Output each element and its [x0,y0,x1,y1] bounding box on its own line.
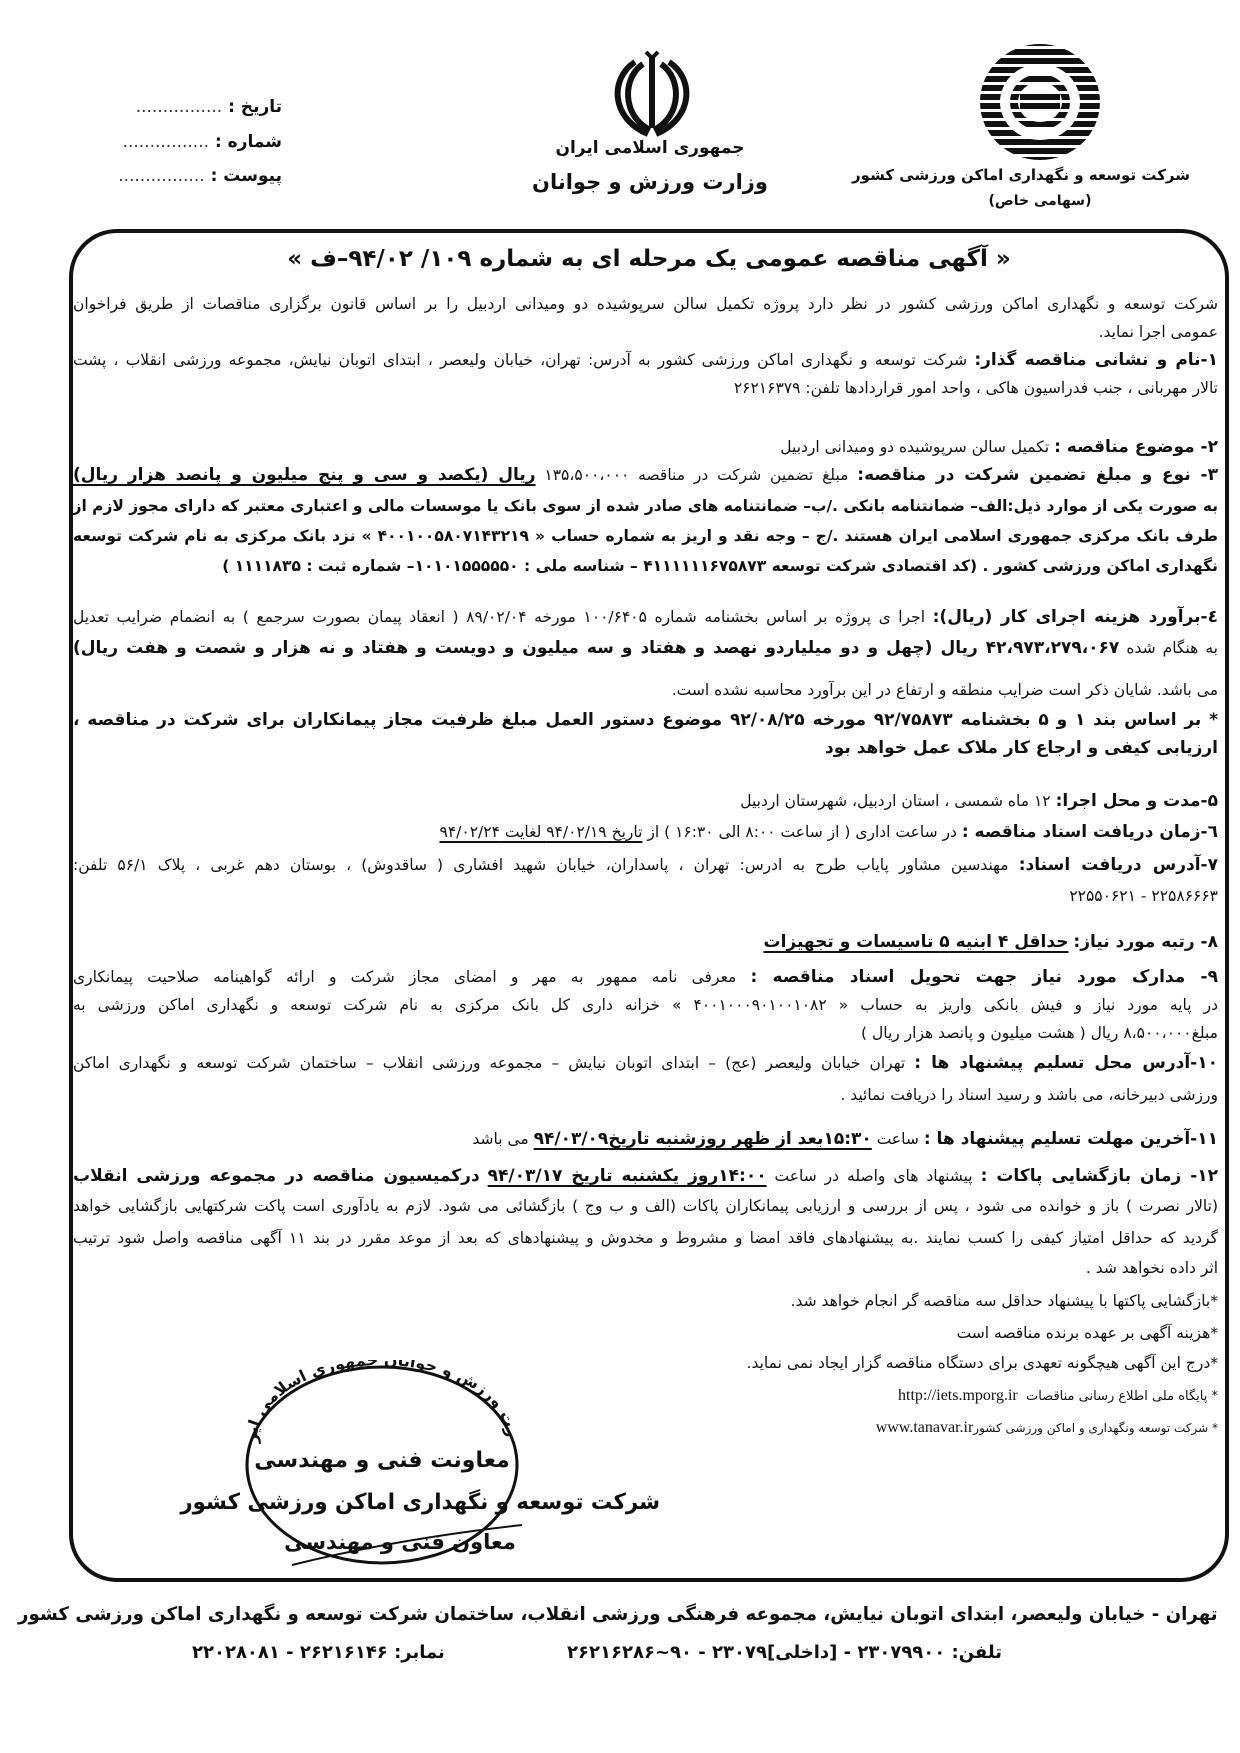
tender-portal-link[interactable]: http://iets.mporg.ir [898,1387,1018,1404]
item-4-cont [73,635,1218,661]
number-value-dots: ................ [122,132,210,152]
item-8 [73,929,1218,955]
date-label: تاریخ : [228,97,282,117]
item-12 [73,1163,1218,1189]
tender-portal-link-row [658,1383,1218,1409]
item-label: ٦-زمان دریافت اسناد مناقصه : [961,822,1218,842]
link-label: * شرکت توسعه ونگهداری و اماکن ورزشی کشور [973,1421,1218,1435]
item-text: ساعت [876,1130,919,1148]
item-label: ۸- رتبه مورد نیاز: [1073,932,1218,952]
number-label: شماره : [214,132,282,152]
ministry-name: وزارت ورزش و جوانان [532,170,768,194]
item-1 [73,347,1218,373]
item-label: ۵-مدت و محل اجرا: [1055,791,1218,811]
item-7 [73,852,1218,878]
item-label: ۱۰-آدرس محل تسلیم پیشنهاد ها : [914,1053,1218,1073]
item-label: ۳- نوع و مبلغ تضمین شرکت در مناقصه: [857,465,1218,485]
stamp-center-text: معاونت فنی و مهندسی [254,1448,510,1473]
attachment-value-dots: ................ [118,166,205,186]
item-3 [73,462,1218,488]
signature-title: معاون فنی و مهندسی [284,1530,516,1554]
item-label: ۷-آدرس دریافت اسناد: [1018,855,1218,875]
star-note: * بر اساس بند ۱ و ۵ بخشنامه ۹۲/۷۵۸۷۳ مورخه ۹۲/۰۸/۲۵ موضوع دستور العمل مبلغ ظرفیت مجاز پیمانکاران برای شرکت در مناقصه ، [73,710,1219,730]
item-text: تکمیل سالن سرپوشیده دو ومیدانی اردبیل [780,438,1050,456]
estimate-amount: ۴۲،۹۷۳،۲۷۹،۰۶۷ ریال (چهل و دو میلیاردو نهصد و هفتاد و سه میلیون و دویست و هفتاد و نه هزار و شصت و هفت ریال) [73,638,1120,658]
footer-address: تهران - خیابان ولیعصر، ابتدای اتوبان نیایش، مجموعه فرهنگی ورزشی انقلاب، ساختمان شرکت توسعه و نگهداری اماکن ورزشی کشور [18,1604,1218,1625]
opening-datetime: ۱۴:۰۰روز یکشنبه تاریخ ۹۴/۰۳/۱۷ [487,1166,767,1186]
intro-line: عمومی اجرا نماید. [1098,323,1218,341]
item-1-cont: تالار مهربانی ، جنب فدراسیون هاکی ، واحد امور قراردادها تلفن: ۲۶۲۱۶۳۷۹ [733,379,1218,397]
notice-title: « آگهی مناقصه عمومی یک مرحله ای به شماره ۱۰۹/ ۹۴/۰۲–ف » [287,246,1011,272]
item-text: اجرا ی پروژه بر اساس بخشنامه شماره ۱۰۰/۶۴۰۵ مورخه ۸۹/۰۲/۰۴ ( انعقاد پیمان بصورت سرجمع ) به انضمام ضرایب تعدیل [73,608,926,626]
intro-line: شرکت توسعه و نگهداری اماکن ورزشی کشور در نظر دارد پروژه تکمیل سالن سرپوشیده دو ومیدانی اردبیل را بر اساس قانون برگزاری مناقصات از طریق فراخوان [73,295,1218,313]
item-text: به هنگام شده [1126,639,1218,657]
item-label: ۲- موضوع مناقصه : [1054,437,1218,457]
item-7-phones: ۲۲۵۸۶۶۶۳ - ۲۲۵۵۰۶۲۱ [1069,887,1218,905]
item-10-cont: ورزشی دبیرخانه، می باشد و رسید اسناد را دریافت نمائید . [840,1086,1218,1104]
item-10 [73,1050,1218,1076]
item-label: ۱۲- زمان بازگشایی پاکات : [980,1166,1219,1186]
item-12-cont: (تالار نصرت ) باز و خوانده می شود ، پس از بررسی و ارزیابی پیمانکاران پاکات (الف و ب وج ) بازگشائی می شود. لازم به یادآوری است پاکت شرکتهایی بازگشایی خواهد [73,1197,1218,1215]
company-type: (سهامی خاص) [988,193,1092,209]
item-4 [73,604,1218,630]
item-text: درکمیسیون مناقصه در مجموعه ورزشی انقلاب [73,1166,480,1186]
note-item: *درج این آگهی هیچگونه تعهدی برای دستگاه مناقصه گزار ایجاد نمی نماید. [746,1354,1218,1372]
item-12-cont: اثر داده نخواهد شد . [1085,1259,1218,1277]
date-value-dots: ................ [135,97,223,117]
note-item: *هزینه آگهی بر عهده برنده مناقصه است [956,1324,1218,1342]
stamp-ring-text: رت ورزش و جوانا مهوری اسلامی ایر [241,1360,522,1444]
signature-org: شرکت توسعه و نگهداری اماکن ورزشی کشور [180,1490,660,1515]
required-grade: حداقل ۴ ابنیه ۵ تاسیسات و تجهیزات [763,932,1069,952]
item-text: شرکت توسعه و نگهداری اماکن ورزشی کشور به آدرس: تهران، خیابان ولیعصر ، ابتدای اتوبان نیایش، مجموعه ورزشی انقلاب ، پشت [73,351,968,369]
item-3-cont: به صورت یکی از موارد ذیل:الف– ضمانتنامه بانکی ./ب– ضمانتنامه های صادر شده از سوی بانک یا موسسات مالی و اعتباری معتبر که دارای مجوز لازم از [72,497,1219,515]
company-name: شرکت توسعه و نگهداری اماکن ورزشی کشور [852,166,1190,184]
item-3-cont: طرف بانک مرکزی جمهوری اسلامی ایران هستند ./ج – وجه نقد و اریز به شماره حساب « ۴۰۰۱۰۰۵۸۰۷۱۴۳۲۱۹ » نزد بانک مرکزی به نام شرکت توسعه [73,527,1218,545]
attachment-label: پیوست : [210,166,282,186]
item-label: ٤-برآورد هزینه اجرای کار (ریال): [932,607,1218,627]
item-text: در ساعت اداری ( از ساعت ۸:۰۰ الی ۱۶:۳۰ ) از [647,823,957,841]
company-logo [975,40,1105,165]
item-12-cont: گردید که حداقل امتیاز کیفی را کسب نمایند .به پیشنهادهای فاقد امضا و مشروط و مخدوش و پیشنهادهای که بعد از موعد مقرر در بند ۱۱ آگهی مناقصه واصل شود ترتیب [73,1229,1218,1247]
submission-deadline: ۱۵:۳۰بعد از ظهر روزشنبه تاریخ۹۴/۰۳/۰۹ [533,1129,872,1149]
item-11 [73,1126,1218,1152]
iran-emblem-icon [610,48,695,138]
item-text: مهندسین مشاور پایاب طرح به ادرس: تهران ، پاسداران، خیابان شهید افشاری ( ساقدوش) ، بوستان دهم غربی ، پلاک ۵۶/۱ تلفن: [73,856,1009,874]
item-4-cont: می باشد. شایان ذکر است ضرایب منطقه و ارتفاع در این برآورد محاسبه نشده است. [671,681,1218,699]
company-site-link-row [658,1415,1218,1441]
item-5 [73,788,1218,814]
item-text: پیشنهاد های واصله در ساعت [774,1167,973,1185]
item-text: ۱۲ ماه شمسی ، استان اردبیل، شهرستان اردبیل [740,792,1051,810]
star-note-cont: ارزیابی کیفی و ارجاع کار ملاک عمل خواهد بود [825,738,1218,758]
footer-fax: نمابر: ۲۶۲۱۶۱۴۶ - ۲۲۰۲۸۰۸۱ [192,1642,445,1663]
item-9-cont: مبلغ۸،۵۰۰،۰۰۰ ریال ( هشت میلیون و پانصد هزار ریال ) [860,1024,1218,1042]
note-item: *بازگشایی پاکتها با پیشنهاد حداقل سه مناقصه گر انجام خواهد شد. [790,1292,1218,1310]
document-dates: تاریخ ۹۴/۰۲/۱۹ لغایت ۹۴/۰۲/۲۴ [439,823,643,841]
number-field [82,132,282,152]
item-text: تهران خیابان ولیعصر (عج) – ابتدای اتوبان نیایش – مجموعه ورزشی انقلاب – ساختمان شرکت توسعه و نگهداری اماکن [73,1054,906,1072]
item-label: ۱-نام و نشانی مناقصه گذار: [974,350,1218,370]
item-label: ۹- مدارک مورد نیاز جهت تحویل اسناد مناقصه : [750,967,1218,987]
item-text: مبلغ تضمین شرکت در مناقصه ۱۳۵،۵۰۰،۰۰۰ [544,466,849,484]
item-9-cont: در پایه مورد نیاز و فیش بانکی واریز به حساب « ۴۰۰۱۰۰۰۹۰۱۰۰۱۰۸۲ » خزانه داری کل بانک مرکزی به نام شرکت توسعه و نگهداری اماکن ورزشی به [73,996,1219,1014]
guarantee-amount: ریال (یکصد و سی و پنج میلیون و پانصد هزار ریال) [73,465,536,485]
item-text: می باشد [472,1130,529,1148]
concentric-stripes-logo-icon [975,40,1105,165]
country-name: جمهوری اسلامی ایران [555,138,745,158]
item-9 [73,964,1218,990]
svg-text:وزارت ورزش و جوانان جمهوری اسل [232,1360,522,1444]
footer-phone: تلفن: ۲۳۰۷۹۹۰۰ - [داخلی]۲۳۰۷۹ - ۹۰~۲۶۲۱۶۲۸۶ [567,1642,1002,1663]
date-field [82,97,282,117]
attachment-field [82,166,282,186]
link-label: * پایگاه ملی اطلاع رسانی مناقصات [1025,1389,1218,1404]
item-text: معرفی نامه ممهور به مهر و امضای مجاز شرکت و ارائه گواهینامه صلاحیت پیمانکاری [73,968,737,986]
item-3-cont: نگهداری اماکن ورزشی کشور . (کد اقتصادی شرکت توسعه ۴۱۱۱۱۱۱۶۷۵۸۷۳ – شناسه ملی : ۱۰۱۰۱۵۵۵۵۵۰– شماره ثبت : ۱۱۱۱۸۳۵ ) [222,557,1218,575]
item-2 [73,434,1218,460]
item-label: ۱۱-آخرین مهلت تسلیم پیشنهاد ها : [923,1129,1218,1149]
national-emblem [610,48,695,138]
company-site-link[interactable]: www.tanavar.ir [875,1419,974,1436]
item-6 [73,819,1218,845]
